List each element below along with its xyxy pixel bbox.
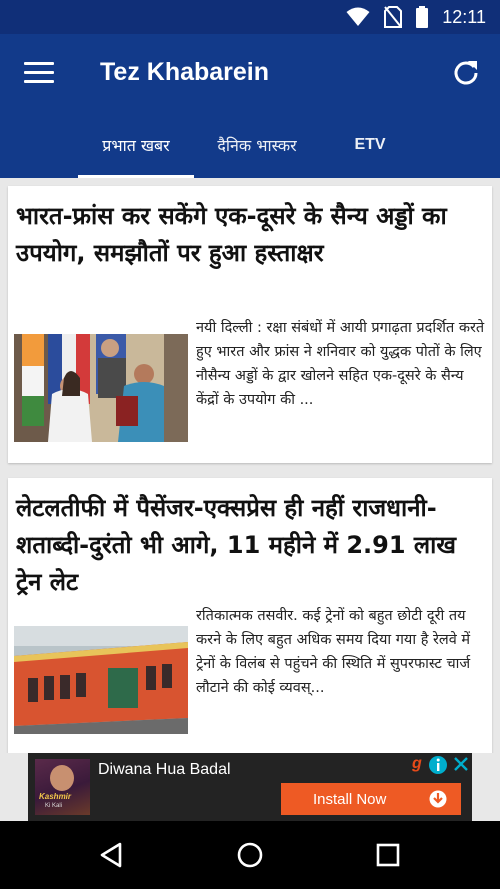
status-time: 12:11 (442, 6, 486, 27)
tab-etv[interactable]: ETV (354, 136, 386, 153)
app-bar (0, 34, 500, 112)
status-bar (0, 0, 500, 34)
source-tabs (0, 112, 500, 178)
home-icon[interactable] (236, 841, 264, 869)
news-card-image (14, 626, 188, 734)
news-card[interactable] (8, 186, 492, 463)
tab-dainik-bhaskar[interactable]: दैनिक भास्कर (217, 136, 297, 155)
ad-close-icon[interactable] (452, 755, 470, 773)
battery-icon (416, 6, 428, 28)
ad-install-label: Install Now (313, 790, 387, 808)
news-feed[interactable] (0, 178, 500, 753)
wifi-icon (346, 7, 370, 27)
back-icon[interactable] (98, 841, 126, 869)
ad-app-thumbnail (35, 759, 90, 815)
app-title: Tez Khabarein (100, 58, 270, 86)
ad-app-name: Diwana Hua Badal (98, 761, 231, 778)
refresh-icon[interactable] (452, 58, 480, 86)
ad-brand-logo: g (412, 755, 422, 772)
news-card-image (14, 334, 188, 442)
recents-icon[interactable] (374, 841, 402, 869)
no-sim-icon (384, 6, 402, 28)
ad-info-icon[interactable] (428, 755, 448, 775)
news-card-summary: रतिकात्मक तसवीर. कई ट्रेनों को बहुत छोटी दूरी तय करने के लिए बहुत अधिक समय दिया गया है रेलवे में ट्रेनों के विलंब से पहुंचने की स्थिति में सुपरफास्ट चार्ज लौटाने की कोई व्यवस्... (196, 608, 471, 696)
hamburger-menu-icon[interactable] (24, 62, 54, 86)
news-card-title: भारत-फ्रांस कर सकेंगे एक-दूसरे के सैन्य अड्डों का उपयोग, समझौतों पर हुआ हस्ताक्षर (16, 202, 447, 267)
ad-banner[interactable] (28, 753, 472, 821)
ad-thumbnail-text: Kashmir (39, 792, 72, 801)
news-card-summary: नयी दिल्ली : रक्षा संबंधों में आयी प्रगाढ़ता प्रदर्शित करते हुए भारत और फ्रांस ने शनिवार को युद्धक पोतों के लिए नौसैन्य अड्डों के द्वार खोलने सहित एक-दूसरे के सैन्य केंद्रों के उपयोग की ... (196, 320, 485, 408)
news-card-title: लेटलतीफी में पैसेंजर-एक्सप्रेस ही नहीं राजधानी-शताब्दी-दुरंतो भी आगे, 11 महीने में 2.91 लाख ट्रेन लेट (16, 494, 457, 596)
news-card[interactable] (8, 478, 492, 753)
download-icon (429, 790, 447, 808)
ad-install-button[interactable] (281, 783, 461, 815)
tab-prabhat-khabar[interactable]: प्रभात खबर (78, 112, 194, 178)
ad-thumbnail-subtext: Ki Kali (45, 803, 63, 809)
system-nav-bar (0, 821, 500, 889)
